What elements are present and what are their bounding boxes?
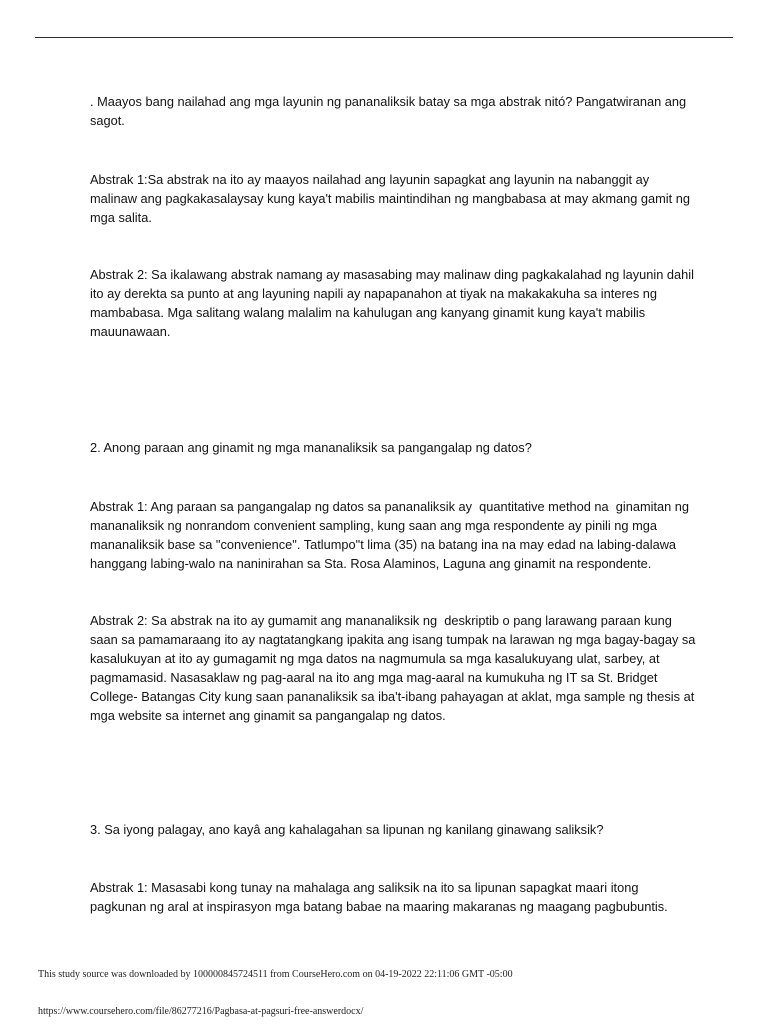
answer-text-line: Abstrak 2: Sa abstrak na ito ay gumamit ang mananaliksik ng deskriptib o pang larawang paraan kung — [90, 613, 672, 628]
source-url: https://www.coursehero.com/file/86277216/Pagbasa-at-pagsuri-free-answerdocx/ — [38, 1006, 364, 1017]
answer-text-line: Abstrak 1:Sa abstrak na ito ay maayos nailahad ang layunin sapagkat ang layunin na nabanggit ay — [90, 172, 650, 187]
answer-text-line: mga salita. — [90, 210, 152, 225]
question-3 — [90, 820, 603, 839]
answer-q1-abstrak-1 — [90, 170, 690, 227]
answer-q2-abstrak-2 — [90, 611, 695, 725]
answer-q3-abstrak-1 — [90, 878, 668, 916]
answer-q1-abstrak-2 — [90, 265, 694, 341]
question-text-line: 3. Sa iyong palagay, ano kayâ ang kahalagahan sa lipunan ng kanilang ginawang saliksik? — [90, 822, 604, 837]
answer-text-line: pagmamasid. Nasasaklaw ng pag-aaral na ito ang mga mag-aaral na kumukuha ng IT sa St. Bridget — [90, 670, 658, 685]
answer-q2-abstrak-1 — [90, 497, 689, 573]
question-text-line: . Maayos bang nailahad ang mga layunin ng pananaliksik batay sa mga abstrak nitó? Pangatwiranan ang — [90, 94, 687, 109]
question-2 — [90, 438, 532, 457]
answer-text-line: hanggang labing-walo na naninirahan sa Sta. Rosa Alaminos, Laguna ang ginamit na respondente. — [90, 556, 652, 571]
answer-text-line: Abstrak 1: Masasabi kong tunay na mahalaga ang saliksik na ito sa lipunan sapagkat maari itong — [90, 880, 639, 895]
answer-text-line: Abstrak 1: Ang paraan sa pangangalap ng datos sa pananaliksik ay quantitative method na ginamitan ng — [90, 499, 690, 514]
header-divider — [35, 37, 733, 38]
question-text-line: 2. Anong paraan ang ginamit ng mga mananaliksik sa pangangalap ng datos? — [90, 440, 532, 455]
answer-text-line: mauunawaan. — [90, 324, 171, 339]
question-1 — [90, 92, 686, 130]
answer-text-line: Abstrak 2: Sa ikalawang abstrak namang ay masasabing may malinaw ding pagkakalahad ng layunin dahil — [90, 267, 694, 282]
answer-text-line: malinaw ang pagkakasalaysay kung kaya't mabilis maintindihan ng mangbabasa at may akmang gamit ng — [90, 191, 690, 206]
answer-text-line: ito ay derekta sa punto at ang layuning napili ay napapanahon at tiyak na makakakuha sa interes ng — [90, 286, 658, 301]
answer-text-line: kasalukuyan at ito ay gumagamit ng mga datos na nagmumula sa mga kasalukuyang ulat, sarbey, at — [90, 651, 660, 666]
answer-text-line: mga website sa internet ang ginamit sa pangangalap ng datos. — [90, 708, 446, 723]
download-source-note: This study source was downloaded by 100000845724511 from CourseHero.com on 04-19-2022 22:11:06 GMT -05:00 — [38, 969, 513, 980]
answer-text-line: pagkunan ng aral at inspirasyon mga batang babae na maaring makaranas ng maagang pagbubuntis. — [90, 899, 668, 914]
question-text-line: sagot. — [90, 113, 125, 128]
answer-text-line: saan sa pamamaraang ito ay nagtatangkang ipakita ang isang tumpak na larawan ng mga bagay-bagay sa — [90, 632, 696, 647]
answer-text-line: mambabasa. Mga salitang walang malalim na kahulugan ang kanyang ginamit kung kaya't mabilis — [90, 305, 646, 320]
answer-text-line: mananaliksik base sa "convenience". Tatlumpo"t lima (35) na batang ina na may edad na labing-dalawa — [90, 537, 677, 552]
answer-text-line: mananaliksik ng nonrandom convenient sampling, kung saan ang mga respondente ay pinili ng mga — [90, 518, 657, 533]
answer-text-line: College- Batangas City kung saan pananaliksik sa iba't-ibang pahayagan at aklat, mga sample ng thesis at — [90, 689, 695, 704]
